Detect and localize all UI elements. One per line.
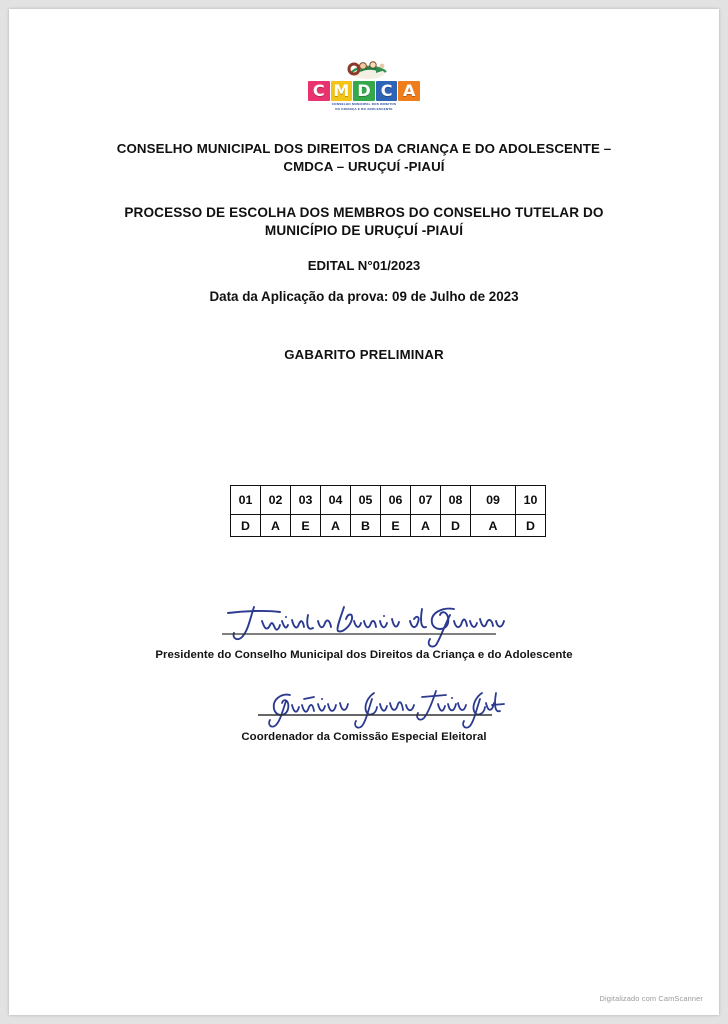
coordenador-signature-mark bbox=[9, 687, 719, 731]
cmdca-logo bbox=[308, 59, 420, 111]
section-title: GABARITO PRELIMINAR bbox=[284, 347, 444, 362]
presidente-signature-mark bbox=[9, 601, 719, 649]
answer-cell: D bbox=[516, 515, 546, 537]
logo-letter-0: C bbox=[308, 81, 330, 101]
logo-letter-4: A bbox=[398, 81, 420, 101]
logo-letter-2: D bbox=[353, 81, 375, 101]
answer-cell: A bbox=[471, 515, 516, 537]
logo-letter-3: C bbox=[376, 81, 398, 101]
answer-key-table-container bbox=[230, 485, 546, 537]
logo-letter-blocks bbox=[308, 81, 420, 101]
camscanner-watermark: Digitalizado com CamScanner bbox=[599, 994, 703, 1003]
question-number-cell: 06 bbox=[381, 486, 411, 515]
organization-heading-line-1: CONSELHO MUNICIPAL DOS DIREITOS DA CRIANÇA E DO ADOLESCENTE – bbox=[116, 141, 612, 156]
answer-cell: D bbox=[441, 515, 471, 537]
question-number-cell: 09 bbox=[471, 486, 516, 515]
table-row-answers bbox=[231, 515, 546, 537]
logo-tagline bbox=[308, 102, 420, 111]
logo-letter-1: M bbox=[331, 81, 353, 101]
signature-block-presidente bbox=[9, 601, 719, 661]
question-number-cell: 03 bbox=[291, 486, 321, 515]
answer-cell: A bbox=[411, 515, 441, 537]
answer-cell: A bbox=[261, 515, 291, 537]
answer-cell: E bbox=[291, 515, 321, 537]
organization-heading-line-2: CMDCA – URUÇUÍ -PIAUÍ bbox=[283, 158, 445, 174]
presidente-caption: Presidente do Conselho Municipal dos Direitos da Criança e do Adolescente bbox=[155, 649, 573, 661]
logo-tagline-line-2: DA CRIANÇA E DO ADOLESCENTE bbox=[335, 106, 393, 111]
exam-date: Data da Aplicação da prova: 09 de Julho de 2023 bbox=[209, 289, 519, 304]
answer-cell: E bbox=[381, 515, 411, 537]
question-number-cell: 10 bbox=[516, 486, 546, 515]
table-row-question-numbers bbox=[231, 486, 546, 515]
edital-number: EDITAL N°01/2023 bbox=[307, 258, 421, 273]
document-page bbox=[9, 9, 719, 1015]
question-number-cell: 07 bbox=[411, 486, 441, 515]
process-heading bbox=[79, 204, 649, 240]
answer-cell: D bbox=[231, 515, 261, 537]
question-number-cell: 01 bbox=[231, 486, 261, 515]
answer-cell: B bbox=[351, 515, 381, 537]
question-number-cell: 02 bbox=[261, 486, 291, 515]
answer-key-table bbox=[230, 485, 546, 537]
logo-container bbox=[9, 59, 719, 111]
question-number-cell: 04 bbox=[321, 486, 351, 515]
coordenador-caption: Coordenador da Comissão Especial Eleitoral bbox=[241, 731, 487, 743]
children-illustration-icon bbox=[338, 59, 400, 81]
process-heading-line-1: PROCESSO DE ESCOLHA DOS MEMBROS DO CONSELHO TUTELAR DO bbox=[124, 205, 604, 220]
answer-cell: A bbox=[321, 515, 351, 537]
signature-block-coordenador bbox=[9, 687, 719, 743]
question-number-cell: 05 bbox=[351, 486, 381, 515]
process-heading-line-2: MUNICÍPIO DE URUÇUÍ -PIAUÍ bbox=[264, 222, 464, 238]
question-number-cell: 08 bbox=[441, 486, 471, 515]
organization-heading bbox=[79, 140, 649, 175]
logo-tagline-line-1: CONSELHO MUNICIPAL DOS DIREITOS bbox=[331, 102, 397, 106]
